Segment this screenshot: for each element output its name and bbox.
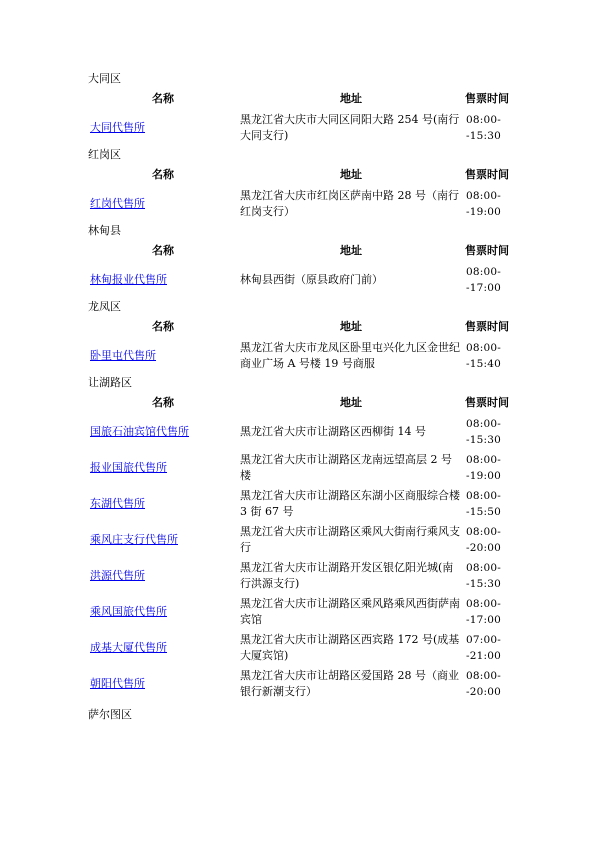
outlet-hours: 08:00--15:30 bbox=[466, 562, 502, 590]
outlet-hours: 08:00--19:00 bbox=[466, 454, 502, 482]
outlet-hours: 08:00--15:30 bbox=[466, 114, 502, 142]
column-header-address: 地址 bbox=[340, 396, 362, 409]
outlet-name-link[interactable]: 红岗代售所 bbox=[90, 197, 145, 210]
outlet-hours: 08:00--15:50 bbox=[466, 490, 502, 518]
table-header-row bbox=[88, 392, 510, 414]
outlet-hours: 08:00--17:00 bbox=[466, 266, 502, 294]
outlet-address: 黑龙江省大庆市让胡路区爱国路 28 号（商业银行新潮支行） bbox=[240, 669, 459, 698]
outlet-address: 黑龙江省大庆市让湖路区乘风路乘风西街萨南宾馆 bbox=[240, 597, 460, 626]
district-heading: 林甸县 bbox=[88, 224, 121, 237]
outlet-name-cell bbox=[88, 110, 238, 146]
table-row bbox=[88, 522, 510, 558]
table-row bbox=[88, 558, 510, 594]
column-header-name: 名称 bbox=[152, 320, 174, 333]
outlet-table bbox=[88, 164, 510, 222]
column-header-name: 名称 bbox=[152, 244, 174, 257]
district-heading: 萨尔图区 bbox=[88, 708, 132, 721]
column-header-time: 售票时间 bbox=[465, 168, 509, 181]
outlet-table bbox=[88, 88, 510, 146]
outlet-name-cell bbox=[88, 186, 238, 222]
outlet-name-cell bbox=[88, 486, 238, 522]
outlet-address: 黑龙江省大庆市大同区同阳大路 254 号(南行大同支行) bbox=[240, 113, 460, 142]
outlet-hours: 08:00--20:00 bbox=[466, 526, 502, 554]
outlet-name-cell bbox=[88, 594, 238, 630]
table-header-row bbox=[88, 164, 510, 186]
outlet-address: 黑龙江省大庆市让湖路区龙南远望高层 2 号楼 bbox=[240, 453, 452, 482]
table-row bbox=[88, 630, 510, 666]
column-header-time: 售票时间 bbox=[465, 244, 509, 257]
table-header-row bbox=[88, 240, 510, 262]
outlet-address: 黑龙江省大庆市让湖路区东湖小区商服综合楼 3 街 67 号 bbox=[240, 489, 460, 518]
outlet-hours: 07:00--21:00 bbox=[466, 634, 502, 662]
column-header-address: 地址 bbox=[340, 92, 362, 105]
outlet-address: 黑龙江省大庆市让湖路区西柳街 14 号 bbox=[240, 425, 426, 438]
outlet-name-link[interactable]: 乘风庄支行代售所 bbox=[90, 533, 178, 546]
district-heading: 大同区 bbox=[88, 72, 121, 85]
outlet-address: 黑龙江省大庆市红岗区萨南中路 28 号（南行红岗支行） bbox=[240, 189, 459, 218]
table-row bbox=[88, 338, 510, 374]
table-row bbox=[88, 414, 510, 450]
column-header-name: 名称 bbox=[152, 396, 174, 409]
outlet-name-link[interactable]: 大同代售所 bbox=[90, 121, 145, 134]
outlet-hours: 08:00--17:00 bbox=[466, 598, 502, 626]
column-header-name: 名称 bbox=[152, 168, 174, 181]
table-header-row bbox=[88, 88, 510, 110]
outlet-name-cell bbox=[88, 558, 238, 594]
outlet-hours: 08:00--19:00 bbox=[466, 190, 502, 218]
outlet-table bbox=[88, 392, 510, 702]
outlet-address: 林甸县西街（原县政府门前） bbox=[240, 273, 383, 286]
outlet-name-link[interactable]: 林甸报业代售所 bbox=[90, 273, 167, 286]
outlet-name-link[interactable]: 东湖代售所 bbox=[90, 497, 145, 510]
outlet-hours: 08:00--15:40 bbox=[466, 342, 502, 370]
table-row bbox=[88, 110, 510, 146]
outlet-name-link[interactable]: 成基大厦代售所 bbox=[90, 641, 167, 654]
table-row bbox=[88, 666, 510, 702]
district-heading: 红岗区 bbox=[88, 148, 121, 161]
outlet-name-cell bbox=[88, 262, 238, 298]
outlet-name-link[interactable]: 乘风国旅代售所 bbox=[90, 605, 167, 618]
outlet-name-cell bbox=[88, 666, 238, 702]
outlet-table bbox=[88, 240, 510, 298]
district-heading: 龙凤区 bbox=[88, 300, 121, 313]
column-header-address: 地址 bbox=[340, 320, 362, 333]
outlet-name-link[interactable]: 朝阳代售所 bbox=[90, 677, 145, 690]
table-row bbox=[88, 486, 510, 522]
column-header-time: 售票时间 bbox=[465, 92, 509, 105]
table-header-row bbox=[88, 316, 510, 338]
outlet-name-cell bbox=[88, 338, 238, 374]
column-header-name: 名称 bbox=[152, 92, 174, 105]
outlet-name-link[interactable]: 卧里屯代售所 bbox=[90, 349, 156, 362]
document-page bbox=[88, 70, 510, 724]
outlet-name-cell bbox=[88, 630, 238, 666]
column-header-address: 地址 bbox=[340, 244, 362, 257]
outlet-hours: 08:00--20:00 bbox=[466, 670, 502, 698]
outlet-address: 黑龙江省大庆市让湖路开发区银亿阳光城(南行洪源支行) bbox=[240, 561, 454, 590]
table-row bbox=[88, 186, 510, 222]
column-header-address: 地址 bbox=[340, 168, 362, 181]
outlet-address: 黑龙江省大庆市让湖路区乘风大街南行乘风支行 bbox=[240, 525, 460, 554]
outlet-name-link[interactable]: 国旅石油宾馆代售所 bbox=[90, 425, 189, 438]
outlet-table bbox=[88, 316, 510, 374]
outlet-address: 黑龙江省大庆市让湖路区西宾路 172 号(成基大厦宾馆) bbox=[240, 633, 460, 662]
column-header-time: 售票时间 bbox=[465, 396, 509, 409]
outlet-address: 黑龙江省大庆市龙凤区卧里屯兴化九区金世纪商业广场 A 号楼 19 号商服 bbox=[240, 341, 460, 370]
district-heading: 让湖路区 bbox=[88, 376, 132, 389]
outlet-name-cell bbox=[88, 522, 238, 558]
table-row bbox=[88, 262, 510, 298]
outlet-name-cell bbox=[88, 414, 238, 450]
table-row bbox=[88, 450, 510, 486]
outlet-name-link[interactable]: 洪源代售所 bbox=[90, 569, 145, 582]
column-header-time: 售票时间 bbox=[465, 320, 509, 333]
outlet-name-cell bbox=[88, 450, 238, 486]
table-row bbox=[88, 594, 510, 630]
outlet-name-link[interactable]: 报业国旅代售所 bbox=[90, 461, 167, 474]
outlet-hours: 08:00--15:30 bbox=[466, 418, 502, 446]
